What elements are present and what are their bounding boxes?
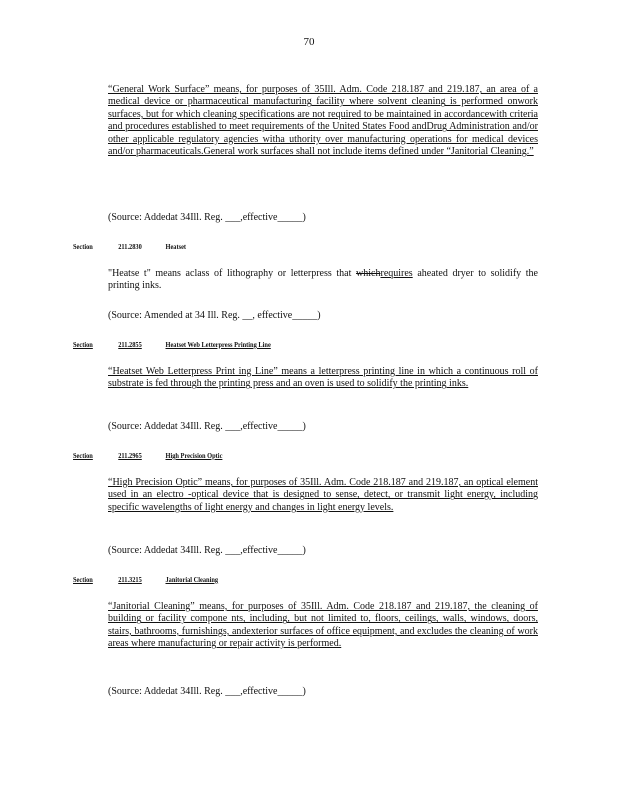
section-label: Section [73,451,93,460]
section-number: 211.2855 [118,340,142,349]
section-label: Section [73,575,93,584]
source-note: (Source: Amended at 34 Ill. Reg. __, effective_____) [108,310,321,321]
definition-high-precision-optic: “High Precision Optic” means, for purposes of 35Ill. Adm. Code 218.187 and 219.187, an optical element used in an electro -optical device that is designed to sense, detect, or transmit light energy, including specific wavelengths of light energy and changes in light energy levels. [108,477,538,513]
source-note: (Source: Addedat 34Ill. Reg. ___,effective_____) [108,686,306,697]
section-number: 211.2830 [118,242,142,251]
source-note: (Source: Addedat 34Ill. Reg. ___,effective_____) [108,545,306,556]
source-note: (Source: Addedat 34Ill. Reg. ___,effective_____) [108,212,306,223]
section-heading-high-precision-optic [73,451,222,460]
section-label: Section [73,340,93,349]
section-number: 211.3215 [118,575,142,584]
definition-heatset: "Heatse t" means aclass of lithography or letterpress that whichrequires aheated dryer to solidify the printing inks. [108,268,538,292]
section-title: Heatset [165,242,187,251]
definition-general-work-surface: “General Work Surface” means, for purposes of 35Ill. Adm. Code 218.187 and 219.187, an area of a medical device or pharmaceutical manufacturing facility where solvent cleaning is performed onwork surfaces, but for which cleaning specifications are not required to be maintained in accordancewith criteria and procedures established to meet requirements of the United States Food andDrug Administration and/or other applicable regulatory agencies witha uthority over manufacturing operations for medical devices and/or pharmaceuticals.General work surfaces shall not include items defined under “Janitorial Cleaning.” [108,84,538,158]
section-heading-heatset [73,242,186,251]
page-number: 70 [303,36,315,48]
source-note: (Source: Addedat 34Ill. Reg. ___,effective_____) [108,421,306,432]
definition-heatset-web-letterpress: “Heatset Web Letterpress Print ing Line” means a letterpress printing line in which a continuous roll of substrate is fed through the printing press and an oven is used to solidify the printing inks. [108,366,538,390]
section-heading-janitorial-cleaning [73,575,218,584]
deleted-text: which [356,268,381,279]
section-label: Section [73,242,93,251]
section-title: Janitorial Cleaning [165,575,219,584]
section-title: Heatset Web Letterpress Printing Line [165,340,271,349]
section-title: High Precision Optic [165,451,223,460]
section-number: 211.2965 [118,451,142,460]
definition-janitorial-cleaning: “Janitorial Cleaning” means, for purposes of 35Ill. Adm. Code 218.187 and 219.187, the cleaning of building or facility compone nts, including, but not limited to, floors, ceilings, walls, windows, doors, stairs, bathrooms, furnishings, andexterior surfaces of office equipment, and excludes the cleaning of work areas where manufacturing or repair activity is performed. [108,601,538,650]
section-heading-heatset-web-letterpress [73,340,271,349]
inserted-text: requires [380,268,413,279]
